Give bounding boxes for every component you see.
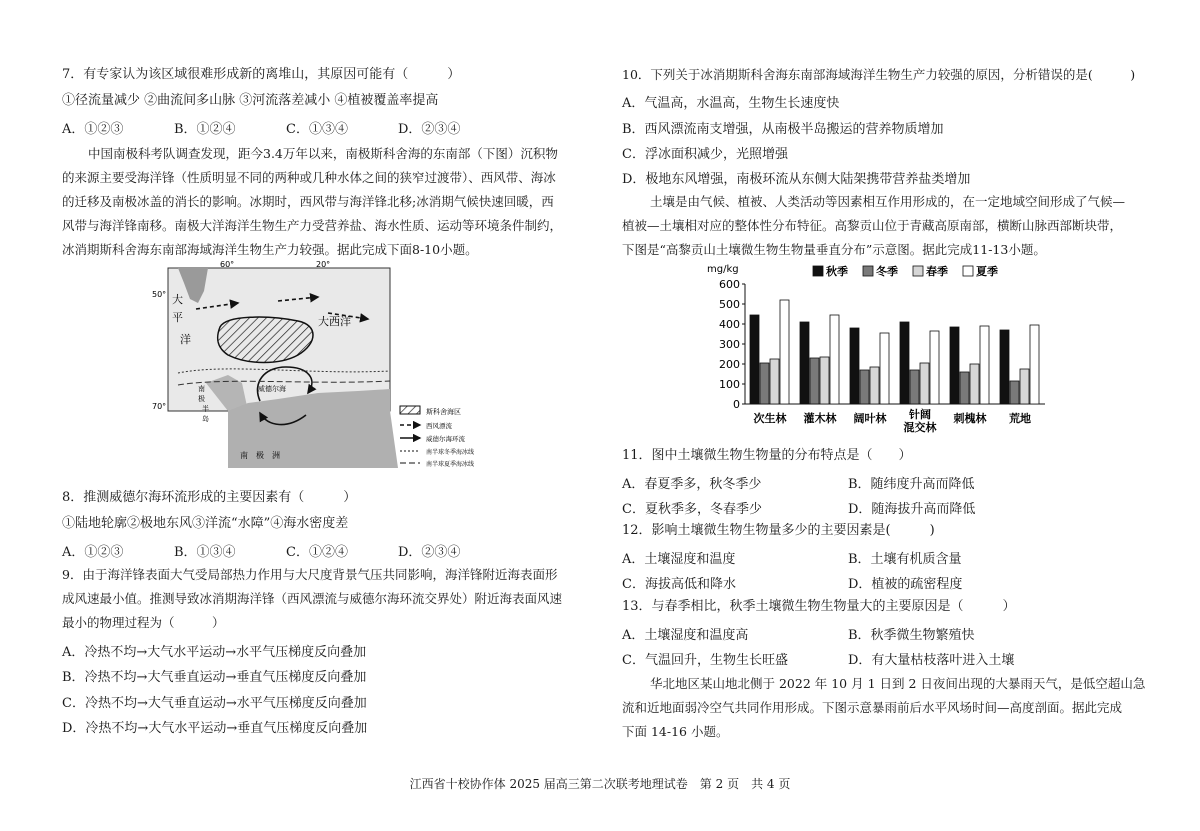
x-tick-label: 灌木林 — [803, 412, 837, 425]
chart-bars — [750, 300, 1039, 404]
legend-label: 西风漂流 — [426, 422, 452, 430]
y-tick-label: 500 — [719, 298, 740, 311]
map-legend — [400, 406, 474, 468]
legend-label: 南半球冬季海冰线 — [426, 449, 475, 456]
legend-label: 南半球夏季海冰线 — [426, 461, 475, 468]
question-7-items: ①径流量减少 ②曲流间多山脉 ③河流落差减小 ④植被覆盖率提高 — [62, 93, 439, 108]
bar-夏季-针阔混交林 — [930, 331, 939, 404]
y-axis-unit: mg/kg — [707, 264, 739, 275]
question-9-stem: 成风速最小值。推测导致冰消期海洋锋（西风漂流与威德尔海环流交界处）附近海表面风速 — [62, 591, 563, 606]
bar-春季-针阔混交林 — [920, 363, 929, 404]
y-tick-label: 400 — [719, 318, 740, 331]
legend-swatch — [863, 266, 873, 276]
question-7-stem: 7．有专家认为该区域很难形成新的离堆山，其原因可能有（ ） — [62, 67, 461, 82]
q12-option-b: B．土壤有机质含量 — [848, 552, 962, 567]
legend-label: 夏季 — [976, 265, 998, 278]
intro-line: 风带与海洋锋南移。南极大洋海洋生物生产力受营养盐、海水性质、运动等环境条件制约， — [62, 218, 563, 233]
bar-冬季-荒地 — [1010, 381, 1019, 404]
q10-option-b: B．西风漂流南支增强，从南极半岛搬运的营养物质增加 — [622, 122, 944, 137]
q9-option-a: A．冷热不均→大气水平运动→水平气压梯度反向叠加 — [62, 645, 367, 660]
bar-夏季-阔叶林 — [880, 333, 889, 404]
q11-option-c: C．夏秋季多，冬春季少 — [622, 502, 762, 517]
q13-option-c: C．气温回升，生物生长旺盛 — [622, 653, 788, 668]
bar-春季-次生林 — [770, 359, 779, 404]
map-label-pacific: 洋 — [180, 333, 191, 346]
lon-label: 20° — [316, 260, 331, 269]
q11-option-a: A．春夏季多，秋冬季少 — [622, 477, 762, 492]
bar-夏季-次生林 — [780, 300, 789, 404]
lon-label: 60° — [220, 260, 235, 269]
legend-label: 秋季 — [826, 265, 848, 278]
legend-swatch — [963, 266, 973, 276]
intro-line: 植被—土壤相对应的整体性分布特征。高黎贡山位于青藏高原南部，横断山脉西部断块带， — [622, 218, 1123, 233]
intro-line: 下面 14-16 小题。 — [622, 724, 729, 739]
question-12-stem: 12．影响土壤微生物生物量多少的主要因素是( ) — [622, 523, 935, 538]
chart-legend — [813, 264, 998, 278]
bar-冬季-次生林 — [760, 363, 769, 404]
bar-秋季-刺槐林 — [950, 327, 959, 404]
q8-option-c: C．①②④ — [286, 545, 348, 560]
intro-line: 土壤是由气候、植被、人类活动等因素相互作用形成的，在一定地域空间形成了气候— — [650, 194, 1126, 209]
bar-冬季-阔叶林 — [860, 370, 869, 404]
q11-option-d: D．随海拔升高而降低 — [848, 502, 976, 517]
x-tick-label: 针阔 — [909, 408, 931, 421]
question-13-stem: 13．与春季相比，秋季土壤微生物生物量大的主要原因是（ ） — [622, 599, 1016, 614]
legend-label: 斯科舍海区 — [426, 408, 461, 416]
bar-冬季-针阔混交林 — [910, 370, 919, 404]
q8-option-d: D．②③④ — [398, 545, 461, 560]
map-label-pacific: 大 — [172, 293, 183, 306]
map-label-weddell: 威德尔海 — [258, 385, 286, 393]
legend-label: 冬季 — [876, 265, 898, 278]
q9-option-c: C．冷热不均→大气垂直运动→水平气压梯度反向叠加 — [62, 696, 367, 711]
x-tick-label: 荒地 — [1009, 412, 1031, 425]
intro-line: 华北地区某山地北侧于 2022 年 10 月 1 日到 2 日夜间出现的大暴雨天气，是低空超山急 — [650, 676, 1146, 691]
map-label-peninsula: 极 — [198, 395, 205, 403]
map-label-antarctica: 南 极 洲 — [240, 451, 280, 460]
soil-microbial-biomass-chart — [705, 262, 1055, 440]
bar-秋季-次生林 — [750, 315, 759, 404]
q9-option-b: B．冷热不均→大气垂直运动→垂直气压梯度反向叠加 — [62, 670, 367, 685]
map-label-pacific: 平 — [172, 311, 183, 324]
intro-line: 冰消期斯科舍海东南部海域海洋生物生产力较强。据此完成下面8-10小题。 — [62, 242, 478, 257]
bar-冬季-灌木林 — [810, 358, 819, 404]
map-label-peninsula: 半 — [202, 405, 209, 413]
q8-option-a: A．①②③ — [62, 545, 124, 560]
y-tick-label: 300 — [719, 338, 740, 351]
q10-option-a: A．气温高，水温高，生物生长速度快 — [622, 96, 840, 111]
question-11-stem: 11．图中土壤微生物生物量的分布特点是（ ） — [622, 448, 912, 463]
intro-line: 的来源主要受海洋锋（性质明显不同的两种或几种水体之间的狭窄过渡带）、西风带、海冰 — [62, 170, 556, 185]
x-tick-label: 次生林 — [753, 412, 787, 425]
q11-option-b: B．随纬度升高而降低 — [848, 477, 975, 492]
question-8-items: ①陆地轮廓②极地东风③洋流“水障”④海水密度差 — [62, 516, 349, 531]
y-tick-label: 200 — [719, 358, 740, 371]
q13-option-a: A．土壤湿度和温度高 — [622, 628, 749, 643]
legend-swatch — [913, 266, 923, 276]
question-8-stem: 8．推测威德尔海环流形成的主要因素有（ ） — [62, 490, 357, 505]
y-tick-label: 0 — [733, 398, 740, 411]
y-tick-label: 600 — [719, 278, 740, 291]
q13-option-b: B．秋季微生物繁殖快 — [848, 628, 975, 643]
legend-swatch — [813, 266, 823, 276]
map-label-atlantic: 大西洋 — [318, 315, 351, 328]
intro-line: 流和近地面弱冷空气共同作用形成。下图示意暴雨前后水平风场时间—高度剖面。据此完成 — [622, 700, 1123, 715]
y-tick-label: 100 — [719, 378, 740, 391]
page-footer: 江西省十校协作体 2025 届高三第二次联考地理试卷 第 2 页 共 4 页 — [409, 777, 791, 791]
bar-春季-刺槐林 — [970, 364, 979, 404]
lat-label: 70° — [152, 402, 167, 411]
q12-option-d: D．植被的疏密程度 — [848, 577, 963, 592]
q9-option-d: D．冷热不均→大气水平运动→垂直气压梯度反向叠加 — [62, 721, 368, 736]
bar-夏季-荒地 — [1030, 325, 1039, 404]
question-9-stem: 最小的物理过程为（ ） — [62, 615, 225, 630]
bar-春季-荒地 — [1020, 369, 1029, 404]
q7-option-b: B．①②④ — [174, 122, 236, 137]
bar-夏季-刺槐林 — [980, 326, 989, 404]
q10-option-c: C．浮冰面积减少，光照增强 — [622, 147, 788, 162]
x-tick-label: 混交林 — [903, 421, 937, 434]
bar-冬季-刺槐林 — [960, 372, 969, 404]
map-label-peninsula: 岛 — [202, 415, 209, 423]
bar-春季-灌木林 — [820, 357, 829, 404]
bar-秋季-阔叶林 — [850, 328, 859, 404]
map-label-peninsula: 南 — [198, 385, 205, 393]
question-10-stem: 10．下列关于冰消期斯科舍海东南部海域海洋生物生产力较强的原因，分析错误的是( ) — [622, 67, 1136, 82]
bar-秋季-灌木林 — [800, 322, 809, 404]
intro-line: 中国南极科考队调查发现，距今3.4万年以来，南极斯科舍海的东南部（下图）沉积物 — [88, 146, 558, 161]
bar-秋季-荒地 — [1000, 330, 1009, 404]
lat-label: 50° — [152, 290, 167, 299]
x-tick-label: 阔叶林 — [853, 412, 887, 425]
q10-option-d: D．极地东风增强，南极环流从东侧大陆架携带营养盐类增加 — [622, 172, 971, 187]
q7-option-d: D．②③④ — [398, 122, 461, 137]
bar-秋季-针阔混交林 — [900, 322, 909, 404]
q7-option-c: C．①③④ — [286, 122, 348, 137]
legend-label: 春季 — [926, 265, 948, 278]
question-9-stem: 9．由于海洋锋表面大气受局部热力作用与大尺度背景气压共同影响，海洋锋附近海表面形 — [62, 567, 558, 582]
q7-option-a: A．①②③ — [62, 122, 124, 137]
bar-春季-阔叶林 — [870, 367, 879, 404]
legend-label: 威德尔海环流 — [426, 435, 465, 443]
x-tick-label: 刺槐林 — [953, 412, 987, 425]
intro-line: 下图是“高黎贡山土壤微生物生物量垂直分布”示意图。据此完成11-13小题。 — [622, 242, 1046, 257]
q13-option-d: D．有大量枯枝落叶进入土壤 — [848, 653, 1015, 668]
bar-夏季-灌木林 — [830, 315, 839, 404]
q12-option-c: C．海拔高低和降水 — [622, 577, 736, 592]
intro-line: 的迁移及南极冰盖的消长的影响。冰期时，西风带与海洋锋北移;冰消期气候快速回暖，西 — [62, 194, 554, 209]
scotia-sea-map — [152, 260, 498, 469]
q8-option-b: B．①③④ — [174, 545, 236, 560]
q12-option-a: A．土壤湿度和温度 — [622, 552, 736, 567]
